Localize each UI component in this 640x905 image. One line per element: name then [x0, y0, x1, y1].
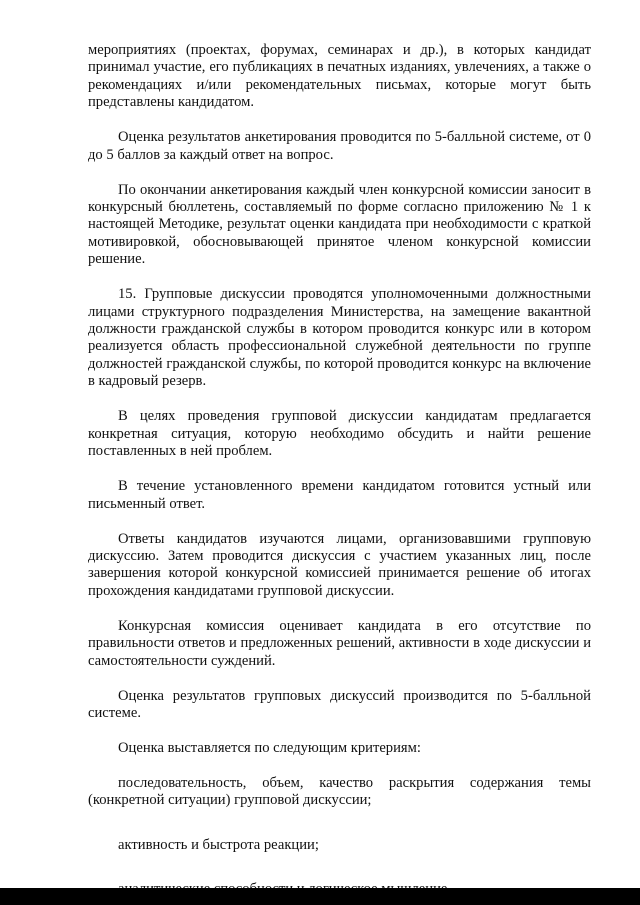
paragraph-answers-study: Ответы кандидатов изучаются лицами, организовавшими групповую дискуссию. Затем проводится дискуссия с участием указанных лиц, после завершения которой конкурсной комиссией принимается решение об итогах прохождения кандидатами групповой дискуссии.	[88, 530, 591, 599]
paragraph-commission-evaluation: Конкурсная комиссия оценивает кандидата в его отсутствие по правильности ответов и предложенных решений, активности в ходе дискуссии и самостоятельности суждений.	[88, 617, 591, 669]
paragraph-criteria-intro: Оценка выставляется по следующим критериям:	[118, 739, 421, 756]
paragraph-discussion-scoring: Оценка результатов групповых дискуссий производится по 5-балльной системе.	[88, 687, 591, 721]
paragraph-scoring-questionnaire: Оценка результатов анкетирования проводится по 5-балльной системе, от 0 до 5 баллов за каждый ответ на вопрос.	[88, 129, 591, 163]
criteria-item: последовательность, объем, качество раскрытия содержания темы (конкретной ситуации) групповой дискуссии;	[88, 774, 591, 809]
paragraph-continuation: мероприятиях (проектах, форумах, семинарах и др.), в которых кандидат принимал участие, его публикациях в печатных изданиях, увлечениях, а также о рекомендациях и/или рекомендательных письмах, которые могут быть представлены кандидатом.	[88, 42, 591, 111]
paragraph-answer-time: В течение установленного времени кандидатом готовится устный или письменный ответ.	[88, 478, 591, 512]
criteria-item: активность и быстрота реакции;	[118, 836, 319, 853]
paragraph-situation: В целях проведения групповой дискуссии кандидатам предлагается конкретная ситуация, которую необходимо обсудить и найти решение поставленных в ней проблем.	[88, 408, 591, 460]
paragraph-ballot: По окончании анкетирования каждый член конкурсной комиссии заносит в конкурсный бюллетень, составляемый по форме согласно приложению № 1 к настоящей Методике, результат оценки кандидата при необходимости с краткой мотивировкой, обосновывающей принятое членом конкурсной комиссии решение.	[88, 181, 591, 268]
document-body	[88, 42, 591, 899]
bottom-black-bar	[0, 888, 640, 905]
paragraph-15-group-discussions: 15. Групповые дискуссии проводятся уполномоченными должностными лицами структурного подразделения Министерства, на замещение вакантной должности гражданской службы в котором проводится конкурс или в котором реализуется область профессиональной служебной деятельности по группе должностей гражданской службы, по которой проводится конкурс на включение в кадровый резерв.	[88, 286, 591, 390]
